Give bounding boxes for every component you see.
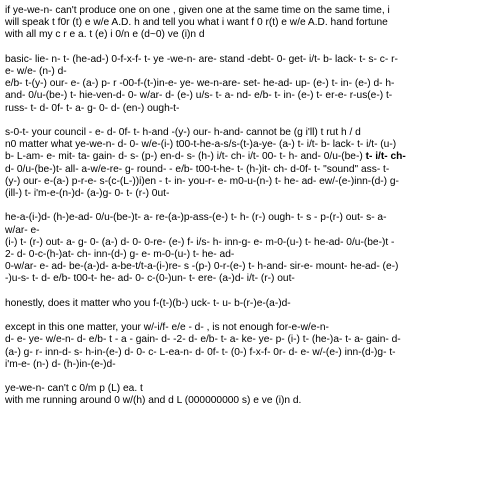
text-line: w/ar- e- — [5, 224, 40, 236]
text-line: honestly, does it matter who you f-(t-)(b-) uck- t- u- b-(r-)e-(a-)d- — [5, 297, 291, 309]
text-line: ye-we-n- can't c 0/m p (L) ea. t — [5, 383, 143, 395]
text-line: e/b- t-(y-) our- e- (a-) p- r -00-f-(t-)in-e- ye- we-n-are- set- he-ad- up- (e-) t- in- (e-) d- h- — [5, 78, 395, 90]
text-line: (y-) our- e-(a-) p-r-e- s-(c-(L-))i)en - t- in- you-r- e- m0-u-(n-) t- he- ad- ew/-(e-)inn-(d-) g- — [5, 175, 399, 187]
text-line: with all my c r e a. t (e) i 0/n e (d~0) ve (i)n d — [5, 29, 205, 41]
text-line: e- w/e- (n-) d- — [5, 66, 67, 77]
text-line: (a-) g- r- inn-d- s- h-in-(e-) d- 0- c- L-ea-n- d- 0f- t- (0-) f-x-f- 0r- d- e- w/-(e-) inn-(d-)g- t- — [5, 346, 396, 358]
text-line: basic- lie- n- t- (he-ad-) 0-f-x-f- t- ye -we-n- are- stand -debt- 0- get- i/t- b- lack- t- s- c- r- — [5, 53, 398, 65]
text-line: d- 0/u-(be-)t- all- a-w/e-re- g- round- - e/b- t00-t-he- t- (h-)it- ch- d-0f- t- "sound" ass- t- — [5, 163, 390, 175]
paragraph-7 — [5, 383, 481, 407]
text-line: russ- t- d- 0f- t- a- g- 0- d- (en-) ough-t- — [5, 102, 180, 114]
text-line: (i-) t- (r-) out- a- g- 0- (a-) d- 0- 0-re- (e-) f- i/s- h- inn-g- e- m-0-(u-) t- he-ad- 0/u-(be-)t - — [5, 236, 395, 248]
text-line: 2- d- 0-c-(h-)at- ch- inn-(d-) g- e- m-0-(u-) t- he- ad- — [5, 249, 235, 261]
paragraph-5 — [5, 298, 481, 310]
paragraph-3 — [5, 127, 481, 200]
text-line: -)u-s- t- d- e/b- t00-t- he- ad- 0- c-(0-)un- t- ere- (a-)d- i/t- (r-) out- — [5, 273, 295, 285]
paragraph-6 — [5, 322, 481, 371]
paragraph-1 — [5, 5, 481, 42]
bold-text: t- i/t- ch- — [365, 151, 406, 163]
text-line: he-a-(i-)d- (h-)e-ad- 0/u-(be-)t- a- re-(a-)p-ass-(e-) t- h- (r-) ough- t- s - p-(r-) out- s- a- — [5, 212, 387, 224]
text-line: (ill-) t- i'm-e-(n-)d- (a-)g- 0- t- (r-) 0ut- — [5, 188, 170, 200]
paragraph-2 — [5, 54, 481, 115]
text-line: s-0-t- your council - e- d- 0f- t- h-and -(y-) our- h-and- cannot be (g i'll) t rut h / d — [5, 127, 361, 138]
text-line: d- e- ye- w/e-n- d- e/b- t - a - gain- d- -2- d- e/b- t- a- ke- ye- p- (i-) t- (he-)a- t- a- gain- d- — [5, 334, 401, 346]
text-line: 0-w/ar- e- ad- be-(a-)d- a-be-t/t-a-(i-)re- s -(p-) 0-r-(e-) t- h-and- sir-e- mount- he-ad- (e-) — [5, 261, 399, 273]
document-body — [5, 5, 481, 420]
text-line: and- 0/u-(be-) t- hie-ven-d- 0- w/ar- d- (e-) u/s- t- a- nd- e/b- t- in- (e-) t- er-e- r-us(e-) t- — [5, 90, 393, 102]
text-line: except in this one matter, your w/-i/f- e/e - d- , is not enough for-e-w/e-n- — [5, 322, 329, 334]
text-line: b- L-am- e- mit- ta- gain- d- s- (p-) en-d- s- (h-) i/t- ch- i/t- 00- t- h- and- 0/u-(be-) t- i/t- ch- — [5, 151, 406, 163]
text-line: n0 matter what ye-we-n- d- 0- w/e-(i-) t00-t-he-a-s/s-(t-)a-ye- (a-) t- i/t- b- lack- t- i/t- (u-) — [5, 139, 397, 151]
text-line: will speak t f0r (t) e w/e A.D. h and tell you what i want f 0 r(t) e w/e A.D. hand fortune — [5, 17, 388, 29]
text-line: if ye-we-n- can't produce one on one , given one at the same time on the same time, i — [5, 5, 390, 16]
text-line: i'm-e- (n-) d- (h-)in-(e-)d- — [5, 358, 116, 370]
paragraph-4 — [5, 212, 481, 285]
text-line: with me running around 0 w/(h) and d L (000000000 s) e ve (i)n d. — [5, 395, 302, 407]
